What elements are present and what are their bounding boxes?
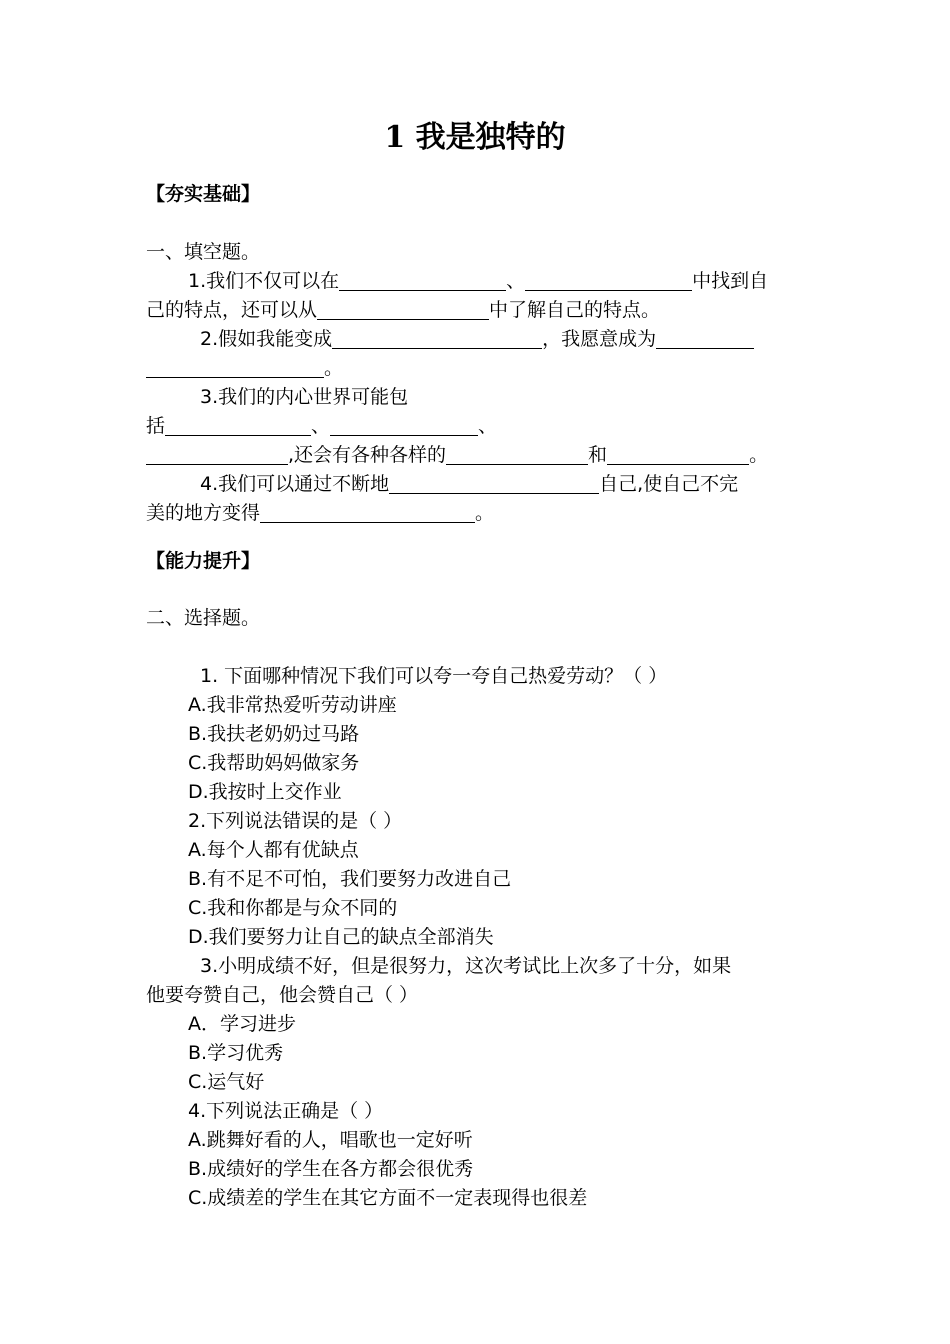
choice-q2-option-c[interactable]: C.我和你都是与众不同的 (188, 897, 398, 919)
q2-text-a: 2.假如我能变成 (200, 328, 333, 350)
choice-q1-stem: 1. 下面哪种情况下我们可以夸一夸自己热爱劳动？（ ） (200, 665, 668, 687)
q4-text-a: 4.我们可以通过不断地 (200, 473, 390, 495)
q4-blank-2[interactable] (260, 502, 475, 523)
q3-blank-2[interactable] (330, 415, 478, 436)
part-label-multiple-choice: 二、选择题。 (146, 607, 261, 629)
q2-text-c: 。 (324, 357, 344, 379)
choice-q2-option-d[interactable]: D.我们要努力让自己的缺点全部消失 (188, 926, 494, 948)
fill-q2-line1 (200, 325, 754, 354)
choice-q2-option-a[interactable]: A.每个人都有优缺点 (188, 839, 359, 861)
choice-q4-stem: 4.下列说法正确是（ ） (188, 1100, 384, 1122)
fill-q3-line2 (146, 412, 497, 441)
choice-q3-stem-line2: 他要夸赞自己，他会赞自己（ ） (146, 984, 419, 1006)
q1-blank-2[interactable] (525, 270, 692, 291)
q3-blank-4[interactable] (446, 444, 588, 465)
q4-text-b: 自己,使自己不完 (599, 473, 739, 495)
choice-q2-option-b[interactable]: B.有不足不可怕，我们要努力改进自己 (188, 868, 512, 890)
q3-text-g: 。 (749, 444, 769, 466)
q4-text-d: 。 (475, 502, 495, 524)
part-label-fill-in: 一、填空题。 (146, 241, 261, 263)
choice-q1-option-a[interactable]: A.我非常热爱听劳动讲座 (188, 694, 397, 716)
choice-q3-option-c[interactable]: C.运气好 (188, 1071, 265, 1093)
choice-q3-option-b[interactable]: B.学习优秀 (188, 1042, 284, 1064)
q1-text-d: 己的特点，还可以从 (146, 299, 318, 321)
q4-blank-1[interactable] (389, 473, 599, 494)
choice-q3-option-a[interactable]: A．学习进步 (188, 1013, 296, 1035)
fill-q4-line1 (200, 470, 738, 499)
fill-q4-line2 (146, 499, 494, 528)
q3-blank-5[interactable] (607, 444, 749, 465)
choice-q4-option-c[interactable]: C.成绩差的学生在其它方面不一定表现得也很差 (188, 1187, 588, 1209)
choice-q4-option-b[interactable]: B.成绩好的学生在各方都会很优秀 (188, 1158, 474, 1180)
q3-text-f: 和 (588, 444, 608, 466)
choice-q1-option-c[interactable]: C.我帮助妈妈做家务 (188, 752, 360, 774)
q2-blank-1[interactable] (332, 328, 542, 349)
q3-text-b: 括 (146, 415, 166, 437)
q1-blank-3[interactable] (317, 299, 489, 320)
section-heading-ability: 【能力提升】 (146, 550, 261, 572)
choice-q1-option-b[interactable]: B.我扶老奶奶过马路 (188, 723, 360, 745)
q3-blank-3[interactable] (146, 444, 288, 465)
q1-text-a: 1.我们不仅可以在 (188, 270, 340, 292)
fill-q2-line2 (146, 354, 343, 383)
choice-q3-stem-line1: 3.小明成绩不好，但是很努力，这次考试比上次多了十分，如果 (200, 955, 732, 977)
choice-q4-option-a[interactable]: A.跳舞好看的人，唱歌也一定好听 (188, 1129, 473, 1151)
q3-text-e: ,还会有各种各样的 (288, 444, 447, 466)
q2-blank-2[interactable] (656, 328, 754, 349)
fill-q1-line1 (188, 267, 768, 296)
q1-blank-1[interactable] (339, 270, 506, 291)
fill-q1-line2 (146, 296, 660, 325)
q1-text-b: 、 (506, 270, 526, 292)
q3-text-d: 、 (478, 415, 498, 437)
q4-text-c: 美的地方变得 (146, 502, 261, 524)
fill-q3-line3 (146, 441, 768, 470)
q2-text-b: ，我愿意成为 (542, 328, 657, 350)
q3-blank-1[interactable] (165, 415, 311, 436)
page-title: 1 我是独特的 (384, 120, 566, 155)
q2-blank-2-cont[interactable] (146, 357, 324, 378)
choice-q2-stem: 2.下列说法错误的是（ ） (188, 810, 403, 832)
choice-q1-option-d[interactable]: D.我按时上交作业 (188, 781, 342, 803)
section-heading-basics: 【夯实基础】 (146, 183, 261, 205)
fill-q3-line1 (200, 383, 408, 412)
q3-text-c: 、 (311, 415, 331, 437)
q3-text-a: 3.我们的内心世界可能包 (200, 386, 409, 408)
q1-text-c: 中找到自 (692, 270, 769, 292)
q1-text-e: 中了解自己的特点。 (489, 299, 661, 321)
